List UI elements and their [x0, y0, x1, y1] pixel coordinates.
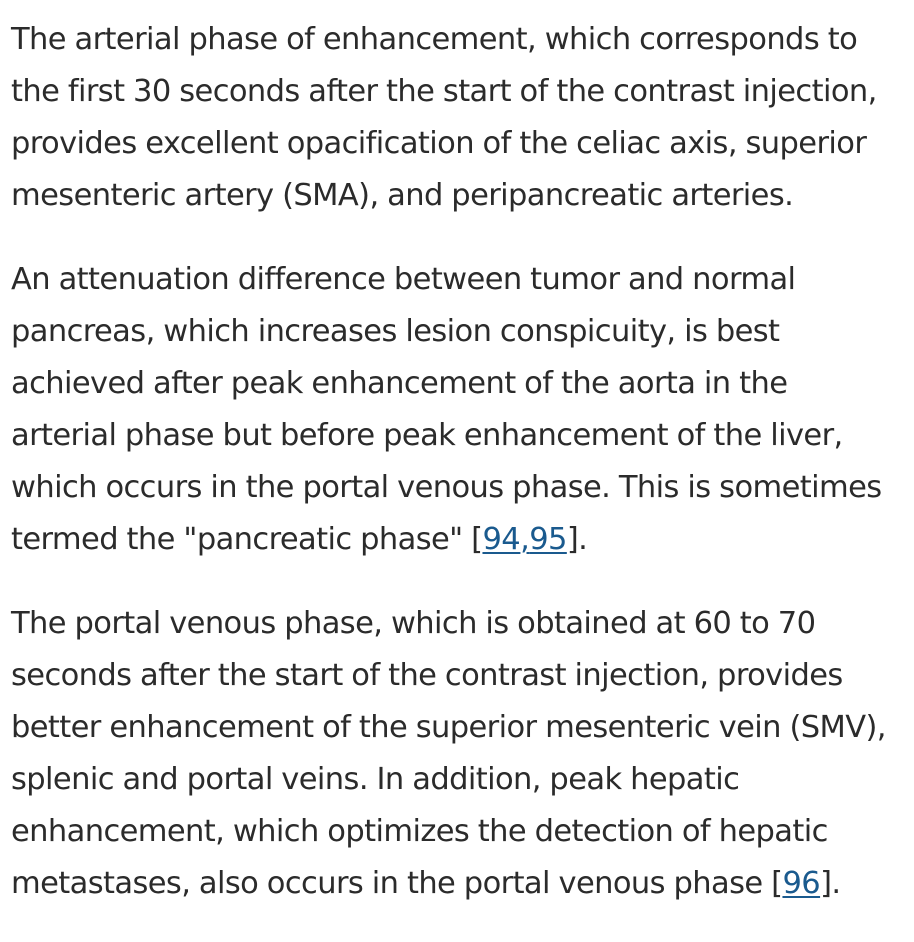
text-line: the first 30 seconds after the start of the contrast injection, — [11, 74, 877, 109]
text-line: which occurs in the portal venous phase. This is sometimes — [11, 470, 882, 505]
citation-link-94[interactable]: 94 — [482, 522, 521, 557]
text-line: achieved after peak enhancement of the aorta in the — [11, 366, 788, 401]
text-line: mesenteric artery (SMA), and peripancreatic arteries. — [11, 178, 794, 213]
text-line: arterial phase but before peak enhancement of the liver, — [11, 418, 843, 453]
text-line: The arterial phase of enhancement, which corresponds to — [11, 22, 858, 57]
text-line: metastases, also occurs in the portal venous phase [ — [11, 866, 783, 901]
text-line: enhancement, which optimizes the detection of hepatic — [11, 814, 828, 849]
paragraph-arterial-phase — [11, 14, 906, 222]
citation-separator[interactable]: , — [520, 522, 530, 557]
text-line: splenic and portal veins. In addition, peak hepatic — [11, 762, 740, 797]
text-line: seconds after the start of the contrast injection, provides — [11, 658, 843, 693]
text-line: termed the "pancreatic phase" [ — [11, 522, 483, 557]
citation-link-96[interactable]: 96 — [782, 866, 821, 901]
text-line: better enhancement of the superior mesenteric vein (SMV), — [11, 710, 886, 745]
citation-link-95[interactable]: 95 — [529, 522, 567, 557]
text-line: pancreas, which increases lesion conspicuity, is best — [11, 314, 780, 349]
text-line-end: ]. — [820, 866, 841, 901]
paragraph-portal-venous-phase — [11, 598, 906, 910]
text-line: An attenuation difference between tumor and normal — [11, 262, 796, 297]
paragraph-pancreatic-phase — [11, 254, 906, 566]
text-line: provides excellent opacification of the celiac axis, superior — [11, 126, 867, 161]
text-line-end: ]. — [566, 522, 588, 557]
article-body — [11, 14, 906, 942]
text-line: The portal venous phase, which is obtained at 60 to 70 — [11, 606, 816, 641]
